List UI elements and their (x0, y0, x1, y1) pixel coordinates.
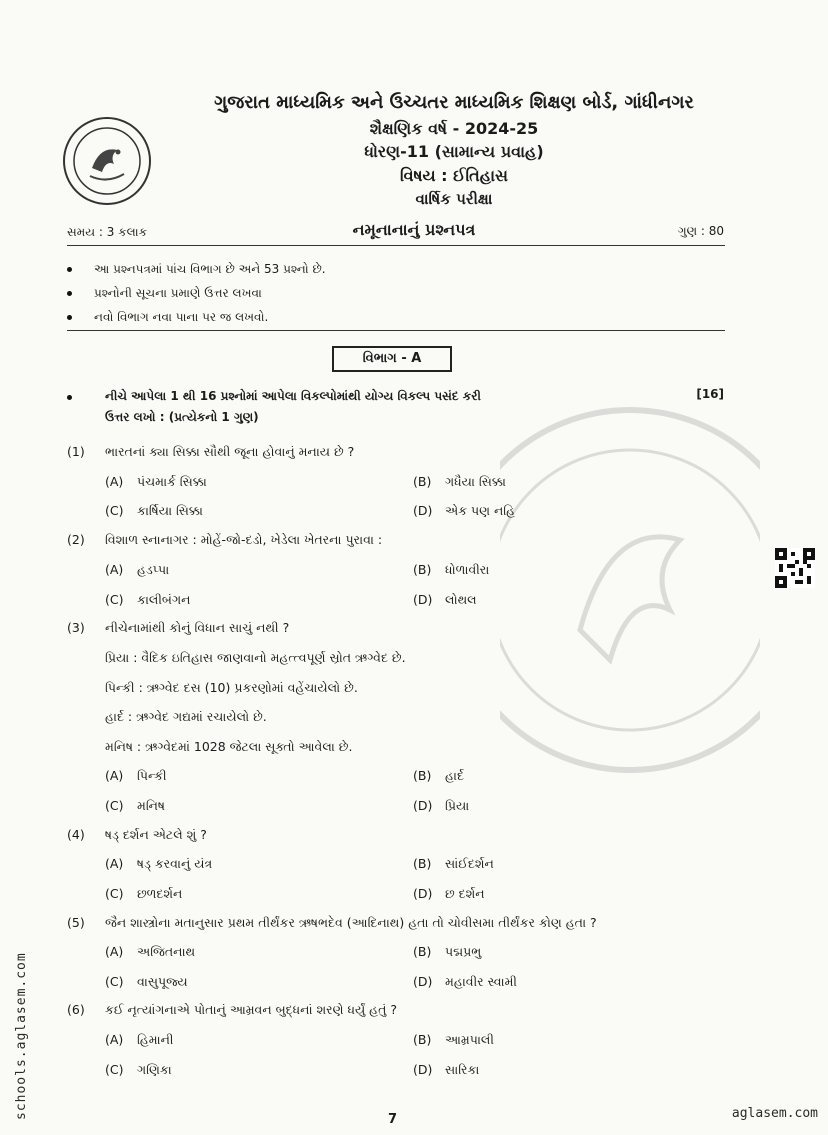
qr-code-icon (775, 548, 815, 588)
option-text: હડપ્પા (137, 562, 170, 577)
question-number: (5) (67, 915, 85, 930)
option (105, 798, 165, 814)
academic-year: શૈક્ષણિક વર્ષ - 2024-25 (369, 119, 539, 138)
exam-title: વાર્ષિક પરીક્ષા (415, 190, 493, 208)
option (105, 562, 169, 578)
option-text: છળદર્શન (137, 886, 183, 901)
question-number: (4) (67, 827, 85, 842)
option-label: (A) (105, 474, 124, 489)
option-text: પદ્મપ્રભુ (445, 944, 482, 959)
question-number: (2) (67, 532, 85, 547)
page-number: 7 (388, 1112, 398, 1127)
option-label: (C) (105, 798, 124, 813)
side-watermark: schools.aglasem.com (14, 952, 29, 1120)
option (105, 856, 212, 872)
section-marks: [16] (696, 387, 724, 401)
option-label: (A) (105, 944, 124, 959)
option (105, 503, 203, 519)
option-label: (C) (105, 974, 124, 989)
option-text: કાર્ષિયા સિક્કા (137, 503, 203, 518)
question-text: નીચેનામાંથી કોનું વિધાન સાચું નથી ? (105, 620, 290, 635)
question-number: (6) (67, 1002, 85, 1017)
question (67, 444, 354, 460)
option-text: હિમાની (137, 1032, 174, 1047)
option-text: ગધૈયા સિક્કા (445, 474, 506, 489)
option-text: સાંઈદર્શન (445, 856, 494, 871)
option-label: (B) (413, 474, 432, 489)
option-text: એક પણ નહિ (445, 503, 515, 518)
option-label: (B) (413, 856, 432, 871)
option-label: (C) (105, 1062, 124, 1077)
option-label: (C) (105, 592, 124, 607)
option-text: ષડ્ કરવાનું યંત્ર (137, 856, 213, 871)
option-text: ગણિકા (137, 1062, 172, 1077)
paper-type-title: નમૂનાનાનું પ્રશ્નપત્ર (352, 220, 476, 239)
question-number: (1) (67, 444, 85, 459)
option-label: (B) (413, 1032, 432, 1047)
section-instruction-line: નીચે આપેલા 1 થી 16 પ્રશ્નોમાં આપેલા વિકલ્પોમાંથી યોગ્ય વિકલ્પ પસંદ કરી (105, 389, 481, 403)
option-text: મહાવીર સ્વામી (445, 974, 518, 989)
option (413, 798, 469, 814)
option (413, 974, 517, 990)
option-text: પ્રિયા (445, 798, 470, 813)
question (67, 1002, 397, 1018)
option (413, 944, 481, 960)
option-text: ધોળાવીરા (445, 562, 490, 577)
option (105, 1062, 172, 1078)
total-marks-label: ગુણ : 80 (677, 224, 724, 238)
option (413, 474, 506, 490)
question-text: ભારતનાં ક્યા સિક્કા સૌથી જૂના હોવાનું મનાય છે ? (105, 444, 355, 459)
option (105, 474, 207, 490)
question (67, 620, 289, 636)
option-label: (D) (413, 974, 433, 989)
section-instruction-line: ઉત્તર લખો : (પ્રત્યેકનો 1 ગુણ) (105, 410, 259, 424)
option (105, 974, 188, 990)
option (105, 1032, 174, 1048)
option-text: વાસુપૂજ્ય (137, 974, 188, 989)
statement-line: પ્રિયા : વૈદિક ઇતિહાસ જાણવાનો મહત્ત્વપૂર્ણ સ્રોત ઋગ્વેદ છે. (105, 650, 406, 665)
section-title: વિભાગ - A (332, 346, 452, 372)
option (413, 1032, 494, 1048)
option-label: (B) (413, 768, 432, 783)
option (413, 768, 464, 784)
instruction-text: આ પ્રશ્નપત્રમાં પાંચ વિભાગ છે અને 53 પ્રશ્નો છે. (94, 262, 326, 276)
option-text: કાલીબંગન (137, 592, 191, 607)
option (413, 1062, 479, 1078)
option (413, 503, 515, 519)
standard-title: ધોરણ-11 (સામાન્ય પ્રવાહ) (364, 142, 544, 161)
option-label: (D) (413, 503, 433, 518)
statement-line: પિન્કી : ઋગ્વેદ દસ (10) પ્રકરણોમાં વહેંચાયેલો છે. (105, 680, 358, 695)
question-text: કઈ નૃત્યાંગનાએ પોતાનું આમ્રવન બુદ્ધનાં શરણે ધર્યું હતું ? (105, 1002, 397, 1017)
instruction-text: નવો વિભાગ નવા પાના પર જ લખવો. (94, 310, 269, 324)
option (413, 592, 477, 608)
statement-line: મનિષ : ઋગ્વેદમાં 1028 જેટલા સૂક્તો આવેલા છે. (105, 739, 353, 754)
question (67, 532, 382, 548)
option (105, 768, 167, 784)
option-text: સારિકા (445, 1062, 480, 1077)
option-label: (A) (105, 768, 124, 783)
instruction-item (67, 286, 262, 301)
option-label: (D) (413, 798, 433, 813)
question (67, 915, 597, 931)
instruction-item (67, 310, 268, 325)
option-text: અજિતનાથ (137, 944, 196, 959)
instruction-text: પ્રશ્નોની સૂચના પ્રમાણે ઉત્તર લખવા (94, 286, 262, 300)
option-label: (A) (105, 562, 124, 577)
subject-title: વિષય : ઈતિહાસ (399, 166, 508, 185)
question-text: જૈન શાસ્ત્રોના મતાનુસાર પ્રથમ તીર્થંકર ઋષભદેવ (આદિનાથ) હતા તો ચોવીસમા તીર્થંકર કોણ હતા ? (105, 915, 597, 930)
option-text: આમ્રપાલી (445, 1032, 494, 1047)
option-label: (A) (105, 856, 124, 871)
question (67, 827, 207, 843)
option-text: હાર્દ (445, 768, 464, 783)
instruction-item (67, 262, 326, 277)
question-number: (3) (67, 620, 85, 635)
option-label: (A) (105, 1032, 124, 1047)
board-title: ગુજરાત માધ્યમિક અને ઉચ્ચતર માધ્યમિક શિક્ષણ બોર્ડ, ગાંધીનગર (214, 92, 694, 113)
question-text: વિશાળ સ્નાનાગર : મોહેં-જો-દડો, ખેડેલા ખેતરના પુરાવા : (105, 532, 383, 547)
bullet-icon (67, 395, 72, 400)
option (105, 886, 182, 902)
time-label: સમય : 3 કલાક (67, 225, 148, 239)
option (105, 592, 190, 608)
divider (67, 330, 725, 331)
option-label: (D) (413, 592, 433, 607)
option (413, 856, 494, 872)
option (413, 886, 485, 902)
option (105, 944, 195, 960)
statement-line: હાર્દ : ઋગ્વેદ ગદ્યમાં રચાયેલો છે. (105, 709, 267, 724)
option-text: મનિષ (137, 798, 165, 813)
bullet-icon (67, 315, 72, 320)
divider (67, 245, 725, 246)
stamp-watermark-icon (500, 390, 760, 790)
brand-watermark: aglasem.com (731, 1106, 818, 1121)
option-label: (B) (413, 562, 432, 577)
bullet-icon (67, 291, 72, 296)
option-text: લોથલ (445, 592, 477, 607)
section-instruction (67, 386, 687, 428)
bullet-icon (67, 267, 72, 272)
option-label: (C) (105, 886, 124, 901)
option-label: (D) (413, 1062, 433, 1077)
option-label: (C) (105, 503, 124, 518)
option-text: પિન્કી (137, 768, 167, 783)
option (413, 562, 489, 578)
option-label: (B) (413, 944, 432, 959)
option-label: (D) (413, 886, 433, 901)
option-text: પંચમાર્ક સિક્કા (137, 474, 207, 489)
question-text: ષડ્ દર્શન એટલે શું ? (105, 827, 207, 842)
option-text: છ દર્શન (445, 886, 485, 901)
